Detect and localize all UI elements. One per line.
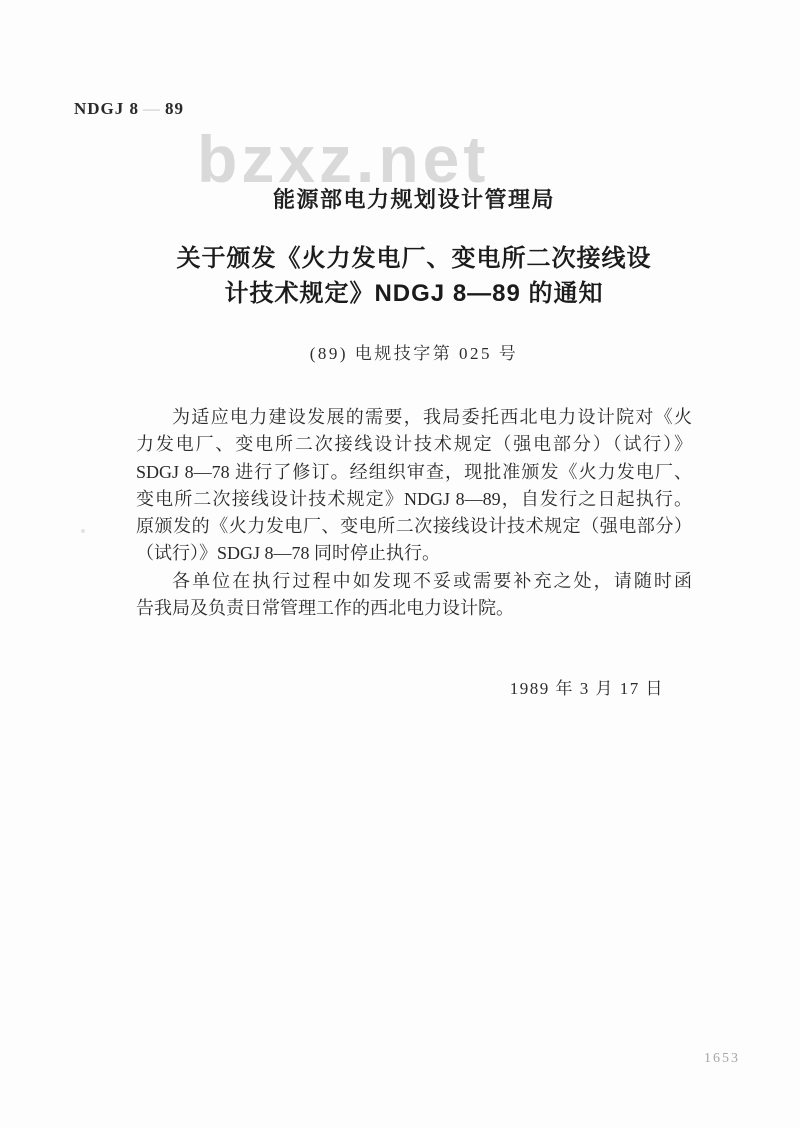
site-watermark: bzxz.net	[197, 122, 490, 196]
standard-code-prefix: NDGJ 8	[74, 99, 140, 118]
notice-title-line-2: 计技术规定》NDGJ 8—89 的通知	[224, 280, 604, 307]
scan-artifact	[81, 529, 85, 533]
body-line: 原颁发的《火力发电厂、变电所二次接线设计技术规定（强电部分）	[136, 516, 692, 537]
body-line: 变电所二次接线设计技术规定》NDGJ 8—89，自发行之日起执行。	[136, 488, 692, 509]
page-number: 1653	[704, 1051, 740, 1066]
notice-title-line-1: 关于颁发《火力发电厂、变电所二次接线设	[176, 245, 652, 272]
notice-title	[136, 241, 692, 311]
body-line: （试行）》SDGJ 8—78 同时停止执行。	[136, 543, 441, 564]
body-line: 为适应电力建设发展的需要，我局委托西北电力设计院对《火	[172, 407, 692, 427]
issue-date: 1989 年 3 月 17 日	[509, 679, 664, 698]
body-line: SDGJ 8—78 进行了修订。经组织审查，现批准颁发《火力发电厂、	[136, 461, 692, 482]
standard-code	[74, 99, 184, 119]
document-number: (89) 电规技字第 025 号	[309, 344, 519, 363]
body-line: 各单位在执行过程中如发现不妥或需要补充之处，请随时函	[172, 570, 692, 591]
standard-code-number: 89	[165, 99, 185, 118]
body-line: 告我局及负责日常管理工作的西北电力设计院。	[136, 598, 514, 619]
standard-code-dash: —	[143, 99, 162, 118]
notice-body	[136, 404, 692, 622]
issuing-organization: 能源部电力规划设计管理局	[272, 187, 555, 212]
body-line: 力发电厂、变电所二次接线设计技术规定（强电部分）（试行）》	[136, 434, 692, 455]
